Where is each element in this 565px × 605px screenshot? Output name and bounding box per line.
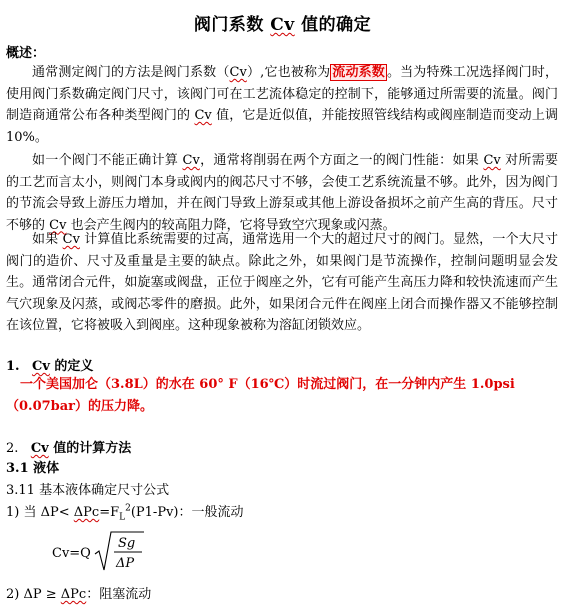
subsection-liquid: 3.1 液体: [6, 461, 60, 476]
section-1-heading: 1. Cv 的定义: [6, 359, 94, 374]
overview-paragraph-2: 如一个阀门不能正确计算 Cv，通常将削弱在两个方面之一的阀门性能：如果 Cv 对所需要的工艺而言太小，则阀门本身或阀内的阀芯尺寸不够，会使工艺系统流量不够。此外，因为阀门的节流会导致上游压力增加，并在阀门导致上游泵或其他上游设备损坏之前产生高的背压。尺寸不够的 Cv 也会产生阀内的较高阻力降，它将导致空穴现象或闪蒸。: [6, 153, 558, 233]
formula-numerator: Sg: [118, 536, 136, 551]
overview-label: 概述：: [6, 46, 46, 61]
page-title: 阀门系数 Cv 值的确定: [193, 15, 372, 35]
formula-denominator: ΔP: [116, 556, 135, 571]
section-2-heading: 2. Cv 值的计算方法: [6, 441, 132, 456]
overview-paragraph-1: 通常测定阀门的方法是阀门系数（Cv）,它也被称为 流动系数 。当为特殊工况选择阀门时，使用阀门系数确定阀门尺寸，该阀门可在工艺流体稳定的控制下，能够通过所需要的流量。阀门制造商通常公布各种类型阀门的 Cv 值，它是近似值，并能按照管线结构或阀座制造而变动上调 10%。: [6, 65, 558, 145]
formula-lhs: Cv=Q: [52, 546, 91, 561]
cv-term: Cv: [270, 15, 295, 35]
cv-formula: [52, 528, 172, 576]
subsection-basic-formula: 3.11 基本液体确定尺寸公式: [6, 483, 170, 498]
case-choked-flow: 2) ΔP ≥ ΔPc：阻塞流动: [6, 587, 152, 602]
cv-definition: 一个美国加仑（3.8L）的水在 60° F（16℃）时流过阀门，在一分钟内产生 1.0psi（0.07bar）的压力降。: [6, 377, 515, 414]
case-general-flow: 1) 当 $\Delta P< \Delta Pc=F_L^2(P1-Pv)$：一般流动: [6, 503, 244, 523]
overview-paragraph-3: 如果 Cv 计算值比系统需要的过高，通常选用一个大的超过尺寸的阀门。显然，一个大尺寸阀门的造价、尺寸及重量是主要的缺点。除此之外，如果阀门是节流操作，控制问题明显会发生。通常闭合元件，如旋塞或阀盘，正位于阀座之外，它有可能产生高压力降和较快流速而产生气穴现象及闪蒸，或阀芯零件的磨损。此外，如果闭合元件在阀座上闭合而操作器又不能够控制在该位置，它将被吸入到阀座。这种现象被称为溶缸闭锁效应。: [6, 232, 558, 333]
highlighted-term: 流动系数: [332, 65, 385, 80]
